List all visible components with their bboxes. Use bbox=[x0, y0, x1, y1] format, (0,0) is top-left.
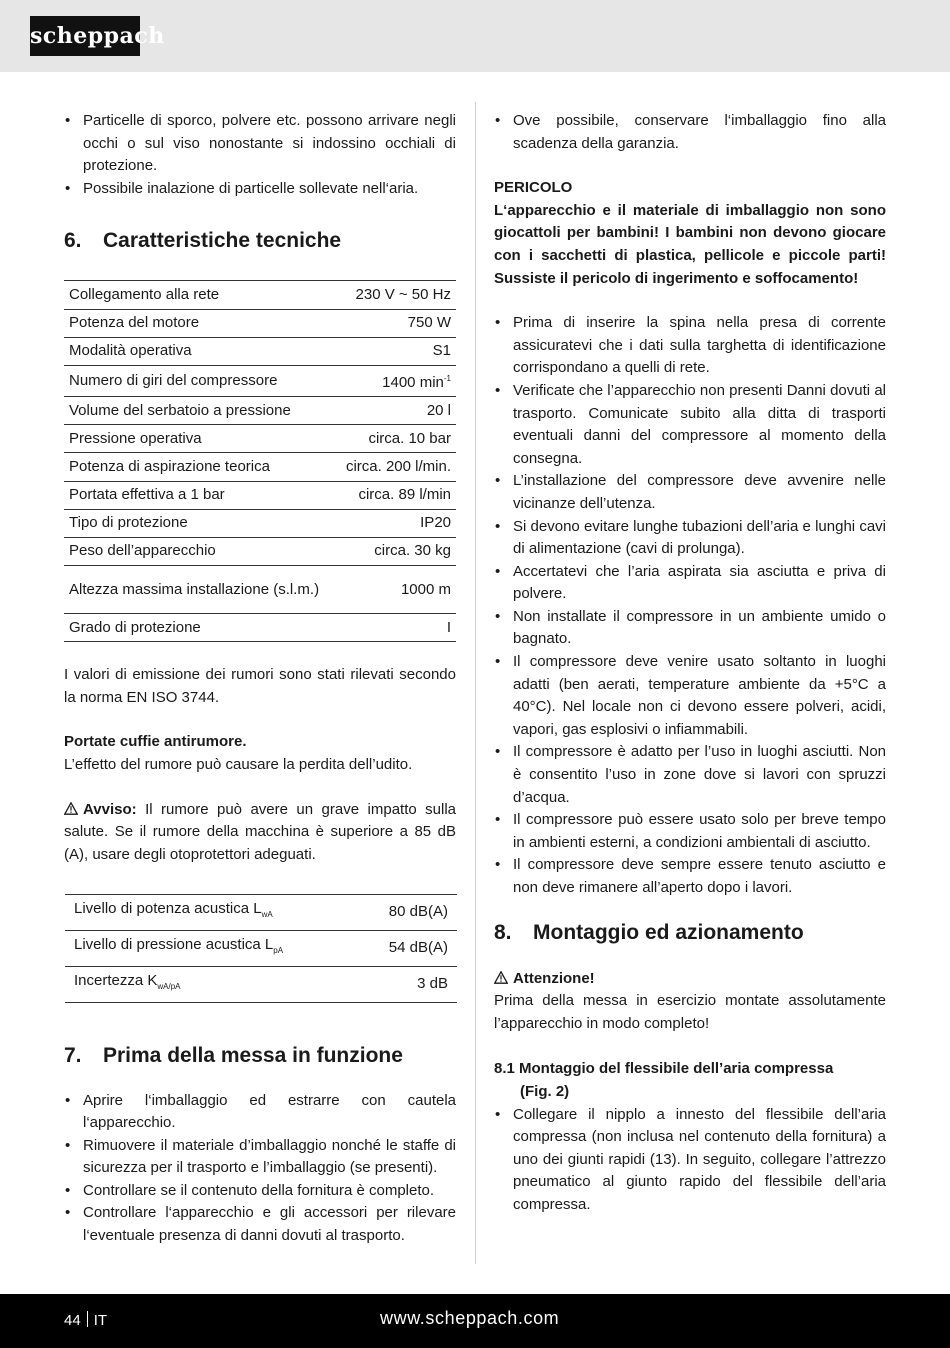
spec-row bbox=[64, 537, 456, 565]
spec-value-text: 20 l bbox=[426, 401, 451, 419]
spec-value-text: circa. 30 kg bbox=[374, 542, 451, 560]
list-item: • Rimuovere il materiale d’imballaggio nonché le staffe di sicurezza per il trasporto e l’imballaggio (se presenti). bbox=[64, 1135, 456, 1180]
list-item: • Controllare l‘apparecchio e gli accessori per rilevare l‘eventuale presenza di danni dovuti al trasporto. bbox=[64, 1202, 456, 1247]
list-item: • Possibile inalazione di particelle sollevate nell‘aria. bbox=[64, 178, 456, 201]
section-6-heading bbox=[64, 228, 456, 254]
spec-value bbox=[336, 396, 456, 424]
spec-label: Portata effettiva a 1 bar bbox=[64, 481, 336, 509]
list-item: • Aprire l‘imballaggio ed estrarre con cautela l‘apparecchio. bbox=[64, 1090, 456, 1135]
spec-row bbox=[64, 365, 456, 396]
spec-label: Potenza di aspirazione teorica bbox=[64, 453, 336, 481]
noise-label bbox=[65, 966, 358, 1002]
spec-value bbox=[336, 425, 456, 453]
noise-row bbox=[65, 895, 457, 931]
noise-label-text: Livello di pressione acustica L bbox=[74, 936, 274, 954]
spec-value-text: 1400 min bbox=[382, 373, 444, 391]
section-number: 6. bbox=[64, 229, 82, 253]
attention-text: Prima della messa in esercizio montate assolutamente l’apparecchio in modo completo! bbox=[494, 992, 886, 1032]
section-7-heading bbox=[64, 1043, 456, 1069]
spec-value bbox=[336, 337, 456, 365]
spec-label: Peso dell’apparecchio bbox=[64, 537, 336, 565]
spec-row bbox=[64, 614, 456, 642]
spec-value bbox=[336, 566, 456, 614]
subsection-8-1-title: 8.1 Montaggio del flessibile dell’aria compressa bbox=[494, 1060, 834, 1078]
right-column bbox=[494, 110, 886, 1217]
danger-text: L‘apparecchio e il materiale di imballaggio non sono giocattoli per bambini! I bambini non devono giocare con i sacchetti di plastica, pellicole e piccole parti! Sussiste il pericolo di ingerimento e soffocamento! bbox=[494, 201, 886, 287]
emission-note: I valori di emissione dei rumori sono stati rilevati secondo la norma EN ISO 3744. bbox=[64, 666, 456, 706]
spec-label: Numero di giri del compressore bbox=[64, 365, 336, 396]
spec-value-text: I bbox=[446, 618, 451, 636]
spec-row bbox=[64, 281, 456, 309]
spec-label: Grado di protezione bbox=[64, 614, 336, 642]
spec-label: Volume del serbatoio a pressione bbox=[64, 396, 336, 424]
spec-value bbox=[336, 537, 456, 565]
noise-row bbox=[65, 966, 457, 1002]
noise-label bbox=[65, 895, 358, 931]
list-item: • Particelle di sporco, polvere etc. possono arrivare negli occhi o sul viso nonostante si indossino occhiali di protezione. bbox=[64, 110, 456, 178]
spec-row bbox=[64, 566, 456, 614]
noise-label bbox=[65, 931, 358, 967]
subsection-8-1-bullet-list bbox=[494, 1104, 886, 1217]
spec-row bbox=[64, 309, 456, 337]
noise-warning bbox=[64, 799, 456, 867]
spec-label: Potenza del motore bbox=[64, 309, 336, 337]
warning-icon bbox=[494, 971, 508, 984]
spec-table bbox=[64, 280, 456, 642]
spec-value-text: 230 V ~ 50 Hz bbox=[355, 285, 451, 303]
intro-bullet-list bbox=[64, 110, 456, 200]
list-item: • Non installate il compressore in un ambiente umido o bagnato. bbox=[494, 606, 886, 651]
section-7-bullet-list bbox=[64, 1090, 456, 1248]
spec-value-text: circa. 200 l/min. bbox=[345, 457, 451, 475]
subsection-8-1-figure-ref: (Fig. 2) bbox=[520, 1082, 570, 1100]
noise-label-subscript: wA bbox=[261, 910, 273, 920]
warning-text: Il rumore può avere un grave impatto sulla salute. Se il rumore della macchina è superiore a 85 dB (A), usare degli otoprotettori adeguati. bbox=[64, 800, 457, 863]
danger-title: PERICOLO bbox=[494, 179, 573, 197]
footer-separator bbox=[87, 1311, 88, 1327]
spec-value bbox=[336, 365, 456, 396]
language-code: IT bbox=[93, 1312, 108, 1329]
column-divider bbox=[475, 102, 476, 1264]
spec-row bbox=[64, 481, 456, 509]
footer-bar bbox=[0, 1294, 950, 1348]
list-item: • Il compressore può essere usato solo per breve tempo in ambienti esterni, a condizioni ambientali di asciutto. bbox=[494, 809, 886, 854]
spec-label: Tipo di protezione bbox=[64, 509, 336, 537]
noise-row bbox=[65, 931, 457, 967]
list-item: • Prima di inserire la spina nella presa di corrente assicuratevi che i dati sulla targhetta di identificazione corrispondano a quelli di rete. bbox=[494, 312, 886, 380]
installation-bullet-list bbox=[494, 312, 886, 899]
spec-row bbox=[64, 425, 456, 453]
section-title: Caratteristiche tecniche bbox=[103, 229, 342, 253]
list-item: • Verificate che l’apparecchio non presenti Danni dovuti al trasporto. Comunicate subito alla ditta di trasporti eventuali danni del compressore al momento della consegna. bbox=[494, 380, 886, 470]
left-column bbox=[64, 110, 456, 1248]
list-item: • Controllare se il contenuto della fornitura è completo. bbox=[64, 1180, 456, 1203]
noise-value: 80 dB(A) bbox=[358, 895, 457, 931]
section-title: Montaggio ed azionamento bbox=[533, 920, 804, 944]
header-band bbox=[0, 0, 950, 72]
spec-value-text: 1000 m bbox=[400, 580, 451, 598]
section-title: Prima della messa in funzione bbox=[103, 1043, 403, 1067]
spec-value bbox=[336, 309, 456, 337]
attention-title bbox=[494, 968, 886, 991]
noise-value: 3 dB bbox=[358, 966, 457, 1002]
noise-value: 54 dB(A) bbox=[358, 931, 457, 967]
noise-table bbox=[65, 894, 457, 1002]
noise-label-subscript: pA bbox=[273, 946, 284, 956]
list-item: • Il compressore è adatto per l’uso in luoghi asciutti. Non è consentito l’uso in zone dove si lavori con spruzzi d’acqua. bbox=[494, 741, 886, 809]
list-item: • Il compressore deve venire usato soltanto in luoghi adatti (ben aerati, temperature ambiente da +5°C a 40°C). Nel locale non ci devono essere polveri, acidi, vapori, gas esplosivi o infiammabili. bbox=[494, 651, 886, 741]
spec-label: Modalità operativa bbox=[64, 337, 336, 365]
spec-value-text: 750 W bbox=[407, 314, 451, 332]
list-item: • Si devono evitare lunghe tubazioni dell’aria e lunghi cavi di alimentazione (cavi di prolunga). bbox=[494, 516, 886, 561]
spec-row bbox=[64, 337, 456, 365]
spec-value bbox=[336, 481, 456, 509]
brand-logo: scheppach bbox=[30, 16, 140, 56]
spec-value-text: S1 bbox=[432, 342, 451, 360]
spec-label: Pressione operativa bbox=[64, 425, 336, 453]
spec-value bbox=[336, 509, 456, 537]
noise-label-text: Livello di potenza acustica L bbox=[74, 900, 262, 918]
section-8-heading bbox=[494, 920, 886, 946]
page-indicator bbox=[64, 1310, 107, 1333]
list-item: • Collegare il nipplo a innesto del flessibile dell’aria compressa (non inclusa nel contenuto della fornitura) a uno dei giunti rapidi (13). In seguito, collegare l’attrezzo pneumatico al giunto rapido del flessibile dell’aria compressa. bbox=[494, 1104, 886, 1217]
warning-icon bbox=[64, 802, 78, 815]
spec-value bbox=[336, 614, 456, 642]
section-number: 8. bbox=[494, 920, 512, 944]
list-item: • Accertatevi che l’aria aspirata sia asciutta e priva di polvere. bbox=[494, 561, 886, 606]
attention-label: Attenzione! bbox=[513, 969, 595, 987]
list-item: • Il compressore deve sempre essere tenuto asciutto e non deve rimanere all’aperto dopo i lavori. bbox=[494, 854, 886, 899]
list-item: • L’installazione del compressore deve avvenire nelle vicinanze dell’utenza. bbox=[494, 470, 886, 515]
spec-label: Altezza massima installazione (s.l.m.) bbox=[64, 566, 336, 614]
page-number: 44 bbox=[64, 1312, 81, 1329]
website-url: www.scheppach.com bbox=[380, 1308, 560, 1328]
noise-label-text: Incertezza K bbox=[74, 971, 158, 989]
spec-value-superscript: -1 bbox=[443, 373, 451, 383]
list-item: • Ove possibile, conservare l‘imballaggio fino alla scadenza della garanzia. bbox=[494, 110, 886, 155]
spec-label: Collegamento alla rete bbox=[64, 281, 336, 309]
spec-value-text: circa. 10 bar bbox=[368, 429, 451, 447]
spec-row bbox=[64, 396, 456, 424]
spec-row bbox=[64, 453, 456, 481]
spec-row bbox=[64, 509, 456, 537]
packaging-bullet-list bbox=[494, 110, 886, 155]
spec-value bbox=[336, 281, 456, 309]
earmuff-title: Portate cuffie antirumore. bbox=[64, 733, 247, 751]
earmuff-text: L’effetto del rumore può causare la perdita dell’udito. bbox=[64, 756, 413, 774]
noise-label-subscript: wA/pA bbox=[157, 981, 181, 991]
section-number: 7. bbox=[64, 1043, 82, 1067]
spec-value-text: circa. 89 l/min bbox=[358, 486, 451, 504]
spec-value bbox=[336, 453, 456, 481]
warning-label: Avviso: bbox=[83, 800, 137, 818]
spec-value-text: IP20 bbox=[420, 514, 451, 532]
